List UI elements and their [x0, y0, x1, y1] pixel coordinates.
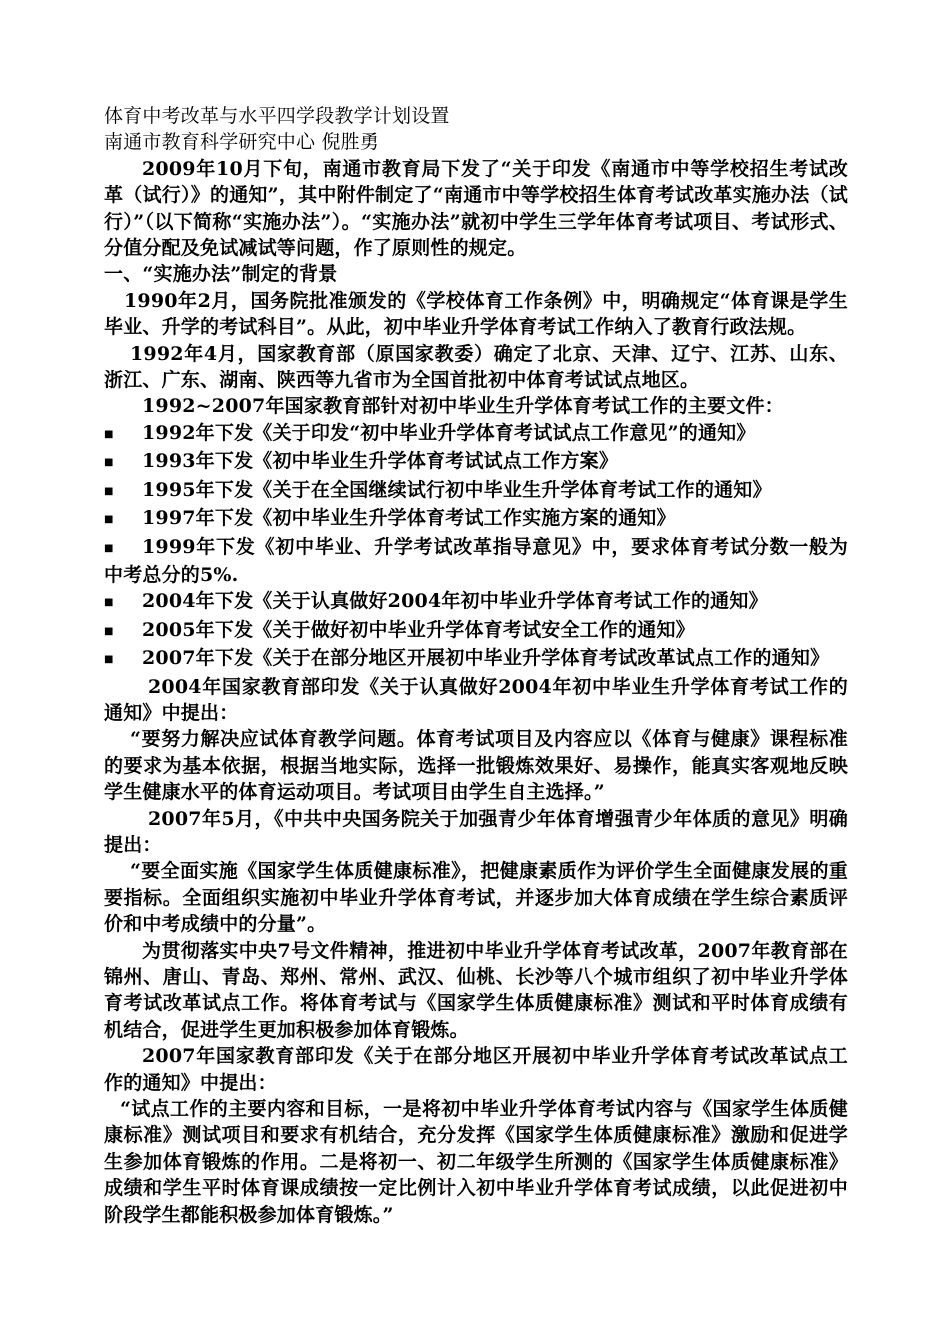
- bullet-marker: ■: [104, 654, 114, 666]
- list-item-text: 1992年下发《关于印发“初中毕业升学体育考试试点工作意见”的通知》: [142, 421, 756, 444]
- list-item: [104, 588, 848, 616]
- list-item-text: 1993年下发《初中毕业生升学体育考试试点工作方案》: [142, 450, 619, 473]
- list-item: [104, 420, 848, 448]
- paragraph-documents-lead: 1992~2007年国家教育部针对初中毕业生升学体育考试工作的主要文件：: [142, 395, 784, 418]
- quote-2004: “要努力解决应试体育教学问题。体育考试项目及内容应以《体育与健康》课程标准的要求为基本依据，根据当地实际，选择一批锻炼效果好、易操作，能真实客观地反映学生健康水平的体育运动项目。考试项目由学生自主选择。”: [104, 728, 848, 804]
- list-item-text: 2004年下发《关于认真做好2004年初中毕业升学体育考试工作的通知》: [142, 590, 768, 613]
- list-item-text: 1995年下发《关于在全国继续试行初中毕业生升学体育考试工作的通知》: [142, 478, 772, 501]
- bullet-marker: ■: [104, 542, 114, 554]
- paragraph-2007-opinion: 2007年5月，《中共中央国务院关于加强青少年体育增强青少年体质的意见》明确提出：: [104, 807, 848, 856]
- list-item: [104, 534, 848, 589]
- list-item: [104, 505, 848, 533]
- list-item-text: 2007年下发《关于在部分地区开展初中毕业升学体育考试改革试点工作的通知》: [142, 647, 830, 670]
- paragraph-1990: 1990年2月，国务院批准颁发的《学校体育工作条例》中，明确规定“体育课是学生毕业、升学的考试科目”。从此，初中毕业升学体育考试工作纳入了教育行政法规。: [104, 289, 848, 339]
- document-body: [104, 103, 848, 1228]
- quote-2007-opinion: “要全面实施《国家学生体质健康标准》，把健康素质作为评价学生全面健康发展的重要指标。全面组织实施初中毕业升学体育考试，并逐步加大体育成绩在学生综合素质评价和中考成绩中的分量”。: [104, 860, 848, 936]
- list-item-text: 1999年下发《初中毕业、升学考试改革指导意见》中，要求体育考试分数一般为中考总分的5%.: [104, 535, 848, 586]
- list-item: [104, 448, 848, 476]
- list-item: [104, 477, 848, 505]
- section-heading-background: 一、“实施办法”制定的背景: [104, 263, 338, 286]
- bullet-marker: ■: [104, 625, 114, 637]
- list-item-text: 1997年下发《初中毕业生升学体育考试工作实施方案的通知》: [142, 507, 676, 530]
- document-title: 体育中考改革与水平四学段教学计划设置: [104, 105, 450, 127]
- quote-2007-notice: “试点工作的主要内容和目标，一是将初中毕业升学体育考试内容与《国家学生体质健康标准》测试项目和要求有机结合，充分发挥《国家学生体质健康标准》激励和促进学生参加体育锻炼的作用。二是将初一、初二年级学生所测的《国家学生体质健康标准》成绩和学生平时体育课成绩按一定比例计入初中毕业升学体育考试成绩，以此促进初中阶段学生都能积极参加体育锻炼。”: [104, 1098, 848, 1226]
- paragraph-intro: 2009年10月下旬，南通市教育局下发了“关于印发《南通市中等学校招生考试改革（试行）》的通知”，其中附件制定了“南通市中等学校招生体育考试改革实施办法（试行）”（以下简称“实施办法”）。“实施办法”就初中学生三学年体育考试项目、考试形式、分值分配及免试减试等问题，作了原则性的规定。: [104, 157, 848, 260]
- list-item: [104, 645, 848, 673]
- paragraph-pilot-cities: 为贯彻落实中央7号文件精神，推进初中毕业升学体育考试改革，2007年教育部在锦州、唐山、青岛、郑州、常州、武汉、仙桃、长沙等八个城市组织了初中毕业升学体育考试改革试点工作。将体育考试与《国家学生体质健康标准》测试和平时体育成绩有机结合，促进学生更加积极参加体育锻炼。: [104, 939, 848, 1041]
- bullet-marker: ■: [104, 597, 114, 609]
- paragraph-2007-notice: 2007年国家教育部印发《关于在部分地区开展初中毕业升学体育考试改革试点工作的通知》中提出：: [104, 1045, 848, 1094]
- list-item: [104, 617, 848, 645]
- document-author: 南通市教育科学研究中心 倪胜勇: [104, 131, 380, 154]
- bullet-marker: ■: [104, 457, 114, 469]
- list-item-text: 2005年下发《关于做好初中毕业升学体育考试安全工作的通知》: [142, 618, 695, 641]
- bullet-marker: ■: [104, 514, 114, 526]
- paragraph-1992: 1992年4月，国家教育部（原国家教委）确定了北京、天津、辽宁、江苏、山东、浙江、广东、湖南、陕西等九省市为全国首批初中体育考试试点地区。: [104, 342, 848, 392]
- bullet-marker: ■: [104, 428, 114, 440]
- bullet-marker: ■: [104, 485, 114, 497]
- paragraph-2004-notice: 2004年国家教育部印发《关于认真做好2004年初中毕业生升学体育考试工作的通知》中提出：: [104, 675, 848, 724]
